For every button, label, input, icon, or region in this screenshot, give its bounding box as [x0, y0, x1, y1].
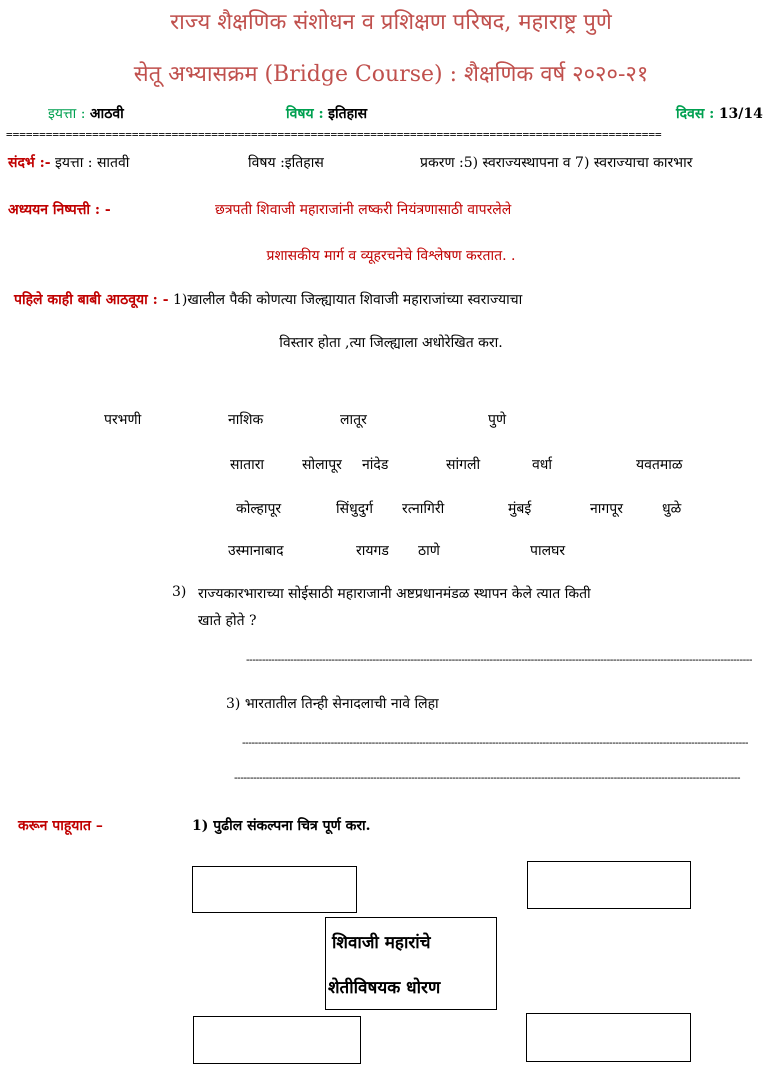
district-item: कोल्हापूर	[236, 501, 282, 517]
reference-subject: विषय :इतिहास	[248, 155, 324, 171]
concept-box-top-right[interactable]	[527, 861, 691, 909]
reference-class: इयत्ता : सातवी	[55, 155, 130, 171]
district-item: सातारा	[230, 457, 265, 473]
district-item: पुणे	[488, 412, 507, 428]
question-3b-text: 3) भारतातील तिन्ही सेनादलाची नावे लिहा	[226, 696, 439, 712]
district-item: नांदेड	[362, 457, 389, 473]
answer-line: ----------------------------------------------------------------------------------------------------------------------------------------------------------------	[242, 737, 748, 749]
document-title: राज्य शैक्षणिक संशोधन व प्रशिक्षण परिषद, महाराष्ट्र पुणे	[170, 10, 612, 35]
day-info	[676, 104, 763, 123]
district-item: मुंबई	[508, 501, 532, 517]
district-item: नागपूर	[590, 501, 623, 517]
district-item: सांगली	[446, 457, 481, 473]
class-info	[48, 104, 124, 123]
concept-box-bottom-right[interactable]	[526, 1013, 691, 1062]
outcome-label: अध्ययन निष्पत्ती : -	[8, 202, 111, 218]
concept-box-bottom-left[interactable]	[193, 1016, 361, 1064]
district-item: उस्मानाबाद	[228, 543, 284, 559]
concept-box-top-left[interactable]	[192, 866, 357, 913]
reference-row	[8, 153, 129, 172]
answer-line: ----------------------------------------------------------------------------------------------------------------------------------------------------------------	[234, 772, 741, 784]
subject-info	[286, 104, 367, 123]
activity-instruction: 1) पुढील संकल्पना चित्र पूर्ण करा.	[192, 818, 371, 834]
reference-label: संदर्भ :-	[8, 155, 51, 171]
question-3a-number: 3)	[172, 584, 187, 600]
district-item: धुळे	[662, 501, 682, 517]
day-value: 13/14	[718, 106, 763, 122]
question-3a-text-cont: खाते होते ?	[198, 613, 257, 629]
answer-line: ----------------------------------------------------------------------------------------------------------------------------------------------------------------	[246, 654, 752, 666]
class-label: इयत्ता :	[48, 106, 86, 122]
district-item: रत्नागिरी	[402, 501, 445, 517]
concept-center-box	[325, 917, 497, 1010]
district-item: सिंधुदुर्ग	[336, 501, 374, 517]
reference-chapter: प्रकरण :5) स्वराज्यस्थापना व 7) स्वराज्याचा कारभार	[420, 155, 693, 171]
header-separator: ===================================================================================================	[6, 128, 662, 141]
district-item: नाशिक	[228, 412, 264, 428]
recall-question-1-cont: विस्तार होता ,त्या जिल्ह्याला अधोरेखित करा.	[279, 335, 503, 351]
district-item: रायगड	[356, 543, 389, 559]
district-item: पालघर	[530, 543, 566, 559]
course-title: सेतू अभ्यासक्रम (Bridge Course) : शैक्षणिक वर्ष २०२०-२१	[133, 62, 649, 87]
concept-center-line-2: शेतीविषयक धोरण	[328, 978, 441, 998]
district-item: यवतमाळ	[636, 457, 683, 473]
class-value: आठवी	[89, 106, 124, 122]
concept-center-line-1: शिवाजी महारांचे	[332, 933, 431, 953]
district-item: वर्धा	[532, 457, 553, 473]
activity-label: करून पाहूयात –	[18, 818, 103, 834]
recall-label: पहिले काही बाबी आठवूया : -	[14, 292, 169, 308]
outcome-line-2: प्रशासकीय मार्ग व व्यूहरचनेचे विश्लेषण करतात. .	[266, 248, 516, 264]
recall-row	[14, 290, 522, 309]
subject-label: विषय :	[286, 106, 324, 122]
district-item: लातूर	[340, 412, 367, 428]
district-item: परभणी	[104, 412, 142, 428]
day-label: दिवस :	[676, 106, 715, 122]
district-item: सोलापूर	[302, 457, 342, 473]
outcome-line-1: छत्रपती शिवाजी महाराजांनी लष्करी नियंत्रणासाठी वापरलेले	[215, 202, 512, 218]
recall-question-1: 1)खालील पैकी कोणत्या जिल्ह्यायात शिवाजी महाराजांच्या स्वराज्याचा	[172, 292, 523, 308]
question-3a-text: राज्यकारभाराच्या सोईसाठी महाराजानी अष्टप्रधानमंडळ स्थापन केले त्यात किती	[198, 586, 591, 602]
subject-value: इतिहास	[328, 106, 368, 122]
district-item: ठाणे	[418, 543, 440, 559]
